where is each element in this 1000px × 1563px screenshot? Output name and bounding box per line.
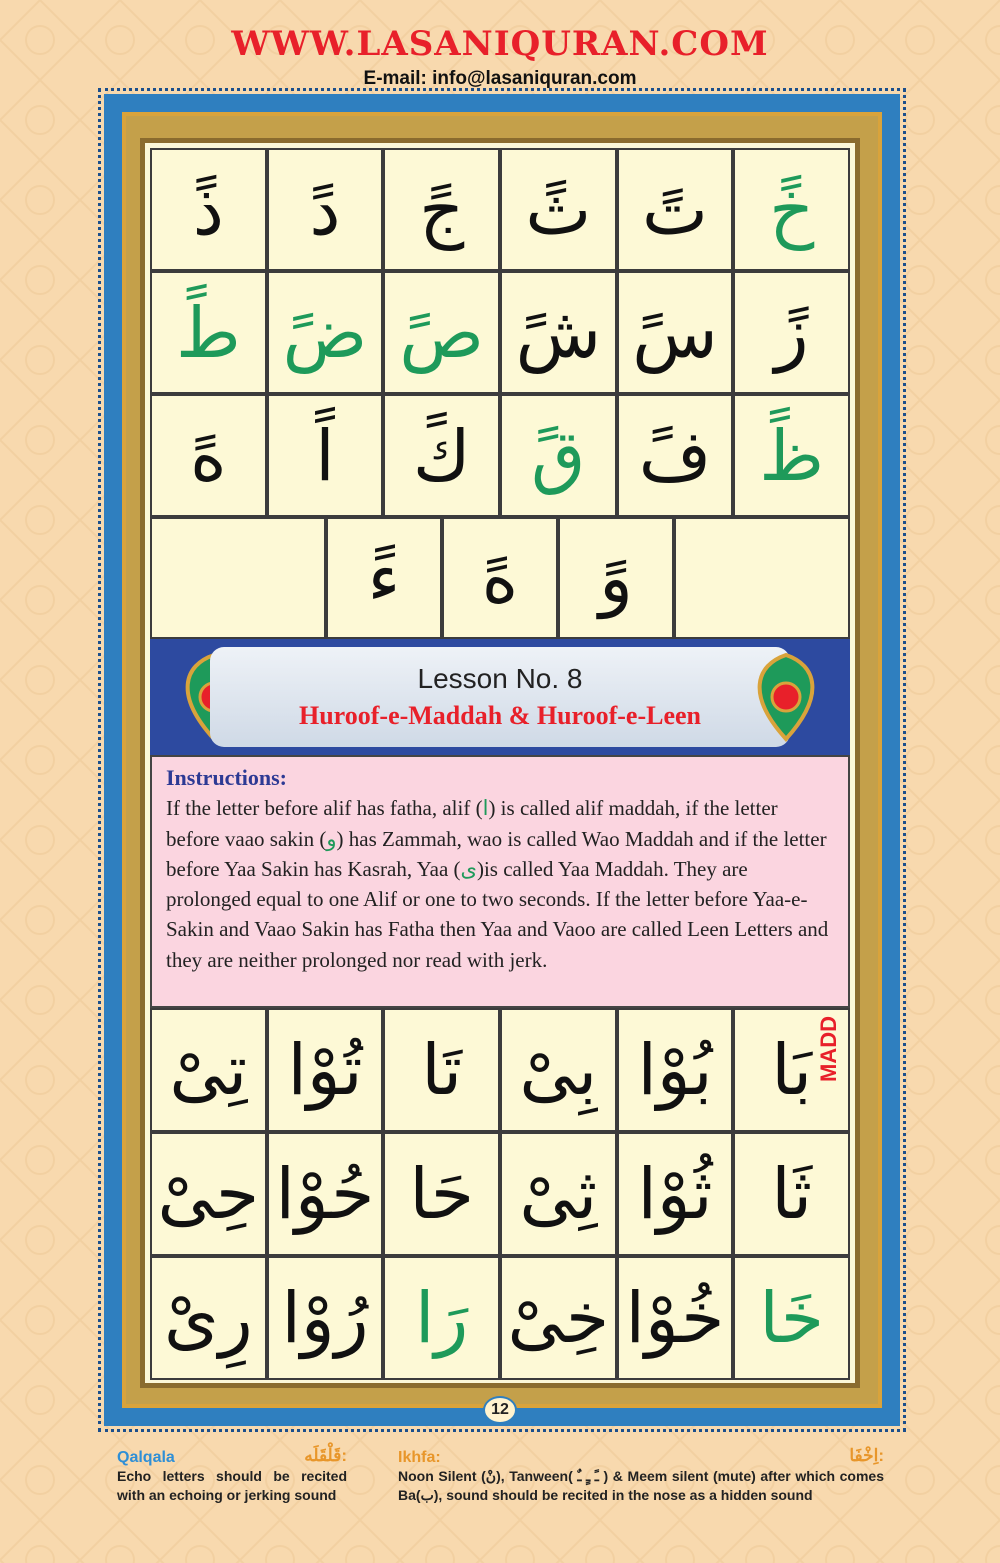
madd-cell: حُوْا: [267, 1132, 384, 1256]
instr-part: ) is called alif maddah, if the letter before vaao sakin (: [166, 796, 778, 851]
letter-cell: وً: [558, 517, 674, 639]
madd-cell: خَا: [733, 1256, 850, 1380]
madd-cell: بَا MADD: [733, 1008, 850, 1132]
madd-label: MADD: [815, 1016, 841, 1082]
qalqala-arabic: قَلْقَلَه:: [304, 1446, 347, 1465]
instr-part: )is called Yaa Maddah. They are prolonged equal to one Alif or one to two seconds. If the letter before Yaa-e-Sakin and Vaao Sakin has Fatha then Yaa and Vaoo are called Leen Letters and they are neither prolonged nor read with jerk.: [166, 856, 829, 972]
ikhfa-note: [398, 1448, 884, 1505]
ikhfa-arabic: اِخْفَا:: [849, 1446, 884, 1465]
lesson-number: Lesson No. 8: [417, 663, 583, 694]
instr-part: If the letter before alif has fatha, alif (: [166, 796, 483, 821]
letter-cell: شً: [500, 271, 617, 394]
lesson-banner: [150, 639, 850, 755]
madd-grid: [150, 1008, 850, 1380]
letter-cell: زً: [733, 271, 850, 394]
letter-cell: قً: [500, 394, 617, 517]
madd-cell: بُوْا: [617, 1008, 734, 1132]
letter-cell: سً: [617, 271, 734, 394]
qalqala-note: [117, 1448, 347, 1505]
ikhfa-text: Noon Silent (نْ), Tanween( ـً ـٍ ـٌ ) & Meem silent (mute) after which comes Ba(ب), sound should be recited in the nose as a hidden sound: [398, 1468, 884, 1503]
website-title[interactable]: WWW.LASANIQURAN.COM: [231, 24, 769, 64]
madd-cell: رِیْ: [150, 1256, 267, 1380]
letter-cell: طً: [150, 271, 267, 394]
letter-cell: تً: [617, 148, 734, 271]
page-number: 12: [483, 1396, 517, 1424]
banner-panel: [210, 647, 790, 747]
madd-cell: ثُوْا: [617, 1132, 734, 1256]
madd-cell: خِیْ: [500, 1256, 617, 1380]
madd-cell: بِیْ: [500, 1008, 617, 1132]
letter-cell: ظً: [733, 394, 850, 517]
ikhfa-title: Ikhfa:: [398, 1449, 441, 1466]
letter-cell: دً: [267, 148, 384, 271]
qalqala-title: Qalqala: [117, 1449, 175, 1466]
letters-last-row: [150, 517, 850, 639]
madd-cell: حِیْ: [150, 1132, 267, 1256]
madd-cell: تُوْا: [267, 1008, 384, 1132]
letter-cell: كً: [383, 394, 500, 517]
letter-cell: ثً: [500, 148, 617, 271]
madd-cell: رَا: [383, 1256, 500, 1380]
letter-cell: هً: [442, 517, 558, 639]
qalqala-text: Echo letters should be recited with an echoing or jerking sound: [117, 1468, 347, 1503]
letter-cell: خً: [733, 148, 850, 271]
letter-cell: صً: [383, 271, 500, 394]
madd-cell: ثِیْ: [500, 1132, 617, 1256]
letter-cell: هً: [150, 394, 267, 517]
instructions-box: [150, 755, 850, 1008]
email-line[interactable]: E-mail: info@lasaniquran.com: [363, 68, 637, 89]
instr-arabic: ى: [460, 856, 477, 881]
instr-arabic: ا: [482, 796, 489, 821]
instr-part: ) has Zammah, wao is called Wao Maddah and if the letter before Yaa Sakin has Kasrah, Yaa (: [166, 826, 827, 881]
letter-cell: ضً: [267, 271, 384, 394]
instr-arabic: و: [326, 826, 337, 851]
madd-cell: ثَا: [733, 1132, 850, 1256]
madd-cell: حَا: [383, 1132, 500, 1256]
instructions-text: [166, 793, 834, 975]
lesson-title: Huroof-e-Maddah & Huroof-e-Leen: [299, 701, 701, 730]
letter-cell: ذً: [150, 148, 267, 271]
letters-grid: [150, 148, 850, 517]
letter-cell: [150, 517, 326, 639]
letter-cell: ءً: [326, 517, 442, 639]
letter-cell: فً: [617, 394, 734, 517]
madd-cell: خُوْا: [617, 1256, 734, 1380]
letter-cell: [674, 517, 850, 639]
right-ornament-icon: [736, 645, 836, 749]
instructions-title: Instructions:: [166, 765, 288, 790]
letter-cell: اً: [267, 394, 384, 517]
letter-cell: جً: [383, 148, 500, 271]
madd-cell: تِیْ: [150, 1008, 267, 1132]
madd-cell: تَا: [383, 1008, 500, 1132]
madd-cell: رُوْا: [267, 1256, 384, 1380]
